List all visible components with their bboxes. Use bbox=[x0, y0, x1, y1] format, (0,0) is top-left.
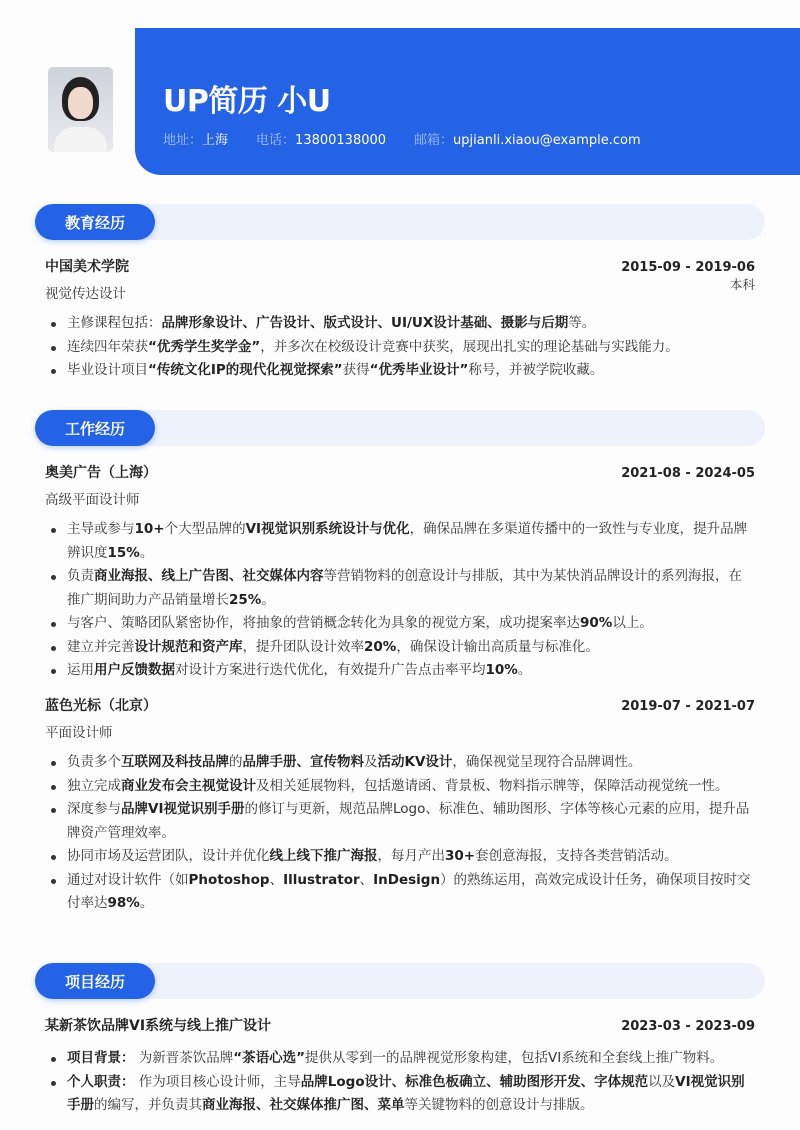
bullet-item bbox=[45, 659, 753, 683]
text: ，每月产出 bbox=[377, 848, 445, 864]
bullet-item bbox=[45, 798, 753, 845]
entry-date: 2015-09 - 2019-06 bbox=[621, 260, 755, 275]
bullet-item bbox=[45, 518, 753, 565]
text: 负责 bbox=[67, 568, 94, 584]
text: ，并多次在校级设计竞赛中获奖，展现出扎实的理论基础与实践能力。 bbox=[260, 338, 679, 355]
text: 及相关延展物料，包括邀请函、背景板、物料指示牌等，保障活动视觉统一性。 bbox=[256, 777, 729, 794]
bold-text: 98% bbox=[107, 895, 140, 911]
text: 对设计方案进行迭代优化，有效提升广告点击率平均 bbox=[175, 662, 486, 678]
text: 深度参与 bbox=[67, 801, 121, 817]
bold-text: 品牌手册、宣传物料 bbox=[242, 754, 364, 770]
bullet-item bbox=[45, 775, 753, 799]
text: 运用 bbox=[67, 662, 94, 678]
text: 以上。 bbox=[612, 615, 653, 631]
section-title: 项目经历 bbox=[35, 963, 155, 999]
bullet-list bbox=[45, 518, 755, 683]
bold-text: 20% bbox=[364, 638, 397, 655]
text: 毕业设计项目 bbox=[67, 362, 148, 378]
bullet-item bbox=[45, 612, 753, 636]
text: 作为项目核心设计师，主导 bbox=[134, 1073, 301, 1090]
text: 的编写，并负责其 bbox=[94, 1097, 202, 1113]
bold-text: Illustrator bbox=[283, 871, 360, 888]
bold-text: 10% bbox=[485, 662, 518, 678]
work-entry bbox=[45, 462, 755, 683]
text: 。 bbox=[517, 662, 532, 678]
text: ，确保设计输出高质量与标准化。 bbox=[396, 638, 599, 655]
entry-date: 2023-03 - 2023-09 bbox=[621, 1019, 755, 1034]
text: 、 bbox=[269, 871, 284, 888]
profile-photo bbox=[48, 67, 113, 152]
bold-text: 90% bbox=[580, 615, 613, 631]
contact-email: 邮箱：upjianli.xiaou@example.com bbox=[414, 133, 641, 148]
bold-text: 设计规范和资产库 bbox=[134, 638, 243, 655]
text: 与客户、策略团队紧密协作，将抽象的营销概念转化为具象的视觉方案，成功提案率达 bbox=[67, 615, 580, 631]
text: 、 bbox=[359, 871, 374, 888]
section-header-work bbox=[35, 410, 765, 446]
text: 称号，并被学院收藏。 bbox=[468, 362, 604, 378]
section-header-projects bbox=[35, 963, 765, 999]
text: 负责多个 bbox=[67, 754, 121, 770]
bold-text: “传统文化IP的现代化视觉探索” bbox=[148, 362, 343, 378]
bold-text: 线上线下推广海报 bbox=[269, 848, 378, 864]
job-title: 高级平面设计师 bbox=[45, 492, 140, 508]
major: 视觉传达设计 bbox=[45, 286, 126, 302]
bold-text: 商业发布会主视觉设计 bbox=[121, 777, 256, 794]
project-entry bbox=[45, 1015, 755, 1118]
school-name: 中国美术学院 bbox=[45, 259, 129, 275]
bold-text: 10+ bbox=[134, 521, 165, 537]
company-name: 奥美广告（上海） bbox=[45, 465, 157, 481]
text: 协同市场及运营团队，设计并优化 bbox=[67, 848, 270, 864]
bullet-list bbox=[45, 312, 755, 383]
contact-phone: 电话：13800138000 bbox=[256, 133, 387, 148]
text: ，提升团队设计效率 bbox=[242, 638, 364, 655]
text: 以及 bbox=[648, 1073, 676, 1090]
text: 。 bbox=[139, 544, 154, 561]
bold-text: “优秀学生奖学金” bbox=[148, 338, 261, 355]
text: 主导或参与 bbox=[67, 521, 135, 537]
text: 等关键物料的创意设计与排版。 bbox=[404, 1097, 594, 1113]
bold-text: 商业海报、线上广告图、社交媒体内容 bbox=[94, 568, 324, 584]
bold-text: 项目背景： bbox=[67, 1050, 135, 1066]
text: 独立完成 bbox=[67, 777, 121, 794]
bullet-list bbox=[45, 751, 755, 916]
bold-text: 25% bbox=[229, 591, 262, 608]
bullet-item bbox=[45, 1071, 753, 1118]
bullet-item bbox=[45, 845, 753, 869]
project-name: 某新茶饮品牌VI系统与线上推广设计 bbox=[45, 1018, 272, 1034]
job-title: 平面设计师 bbox=[45, 725, 113, 741]
bold-text: InDesign bbox=[373, 871, 441, 888]
bold-text: 活动KV设计 bbox=[377, 754, 453, 770]
contact-info bbox=[163, 129, 641, 148]
work-entry bbox=[45, 695, 755, 916]
bold-text: “茶语心选” bbox=[233, 1050, 306, 1066]
text: ）的熟练运用，高效完成设计任务，确保项目按时交付率达 bbox=[67, 871, 751, 911]
section-title: 工作经历 bbox=[35, 410, 155, 446]
candidate-name: UP简历 小U bbox=[163, 84, 331, 119]
contact-address: 地址：上海 bbox=[163, 133, 229, 148]
text: ，确保视觉呈现符合品牌调性。 bbox=[452, 754, 642, 770]
bold-text: Photoshop bbox=[188, 871, 270, 888]
entry-date: 2021-08 - 2024-05 bbox=[621, 466, 755, 481]
bullet-item bbox=[45, 869, 753, 916]
text: 获得 bbox=[342, 362, 370, 378]
bold-text: VI视觉识别手册 bbox=[67, 1073, 745, 1113]
bullet-item bbox=[45, 1047, 753, 1071]
company-name: 蓝色光标（北京） bbox=[45, 698, 157, 714]
bold-text: 品牌形象设计、广告设计、版式设计、UI/UX设计基础、摄影与后期 bbox=[161, 315, 569, 331]
bold-text: 互联网及科技品牌 bbox=[121, 754, 229, 770]
bold-text: 品牌Logo设计、标准色板确立、辅助图形开发、字体规范 bbox=[300, 1073, 649, 1090]
text: 为新晋茶饮品牌 bbox=[134, 1050, 234, 1066]
text: 通过对设计软件（如 bbox=[67, 871, 189, 888]
bold-text: 品牌VI视觉识别手册 bbox=[121, 801, 245, 817]
text: ，确保品牌在多渠道传播中的一致性与专业度，提升品牌辨识度 bbox=[67, 521, 748, 561]
bold-text: 30+ bbox=[445, 848, 476, 864]
bold-text: 个人职责： bbox=[67, 1073, 135, 1090]
bold-text: 15% bbox=[107, 544, 140, 561]
text: 建立并完善 bbox=[67, 638, 135, 655]
bold-text: 用户反馈数据 bbox=[94, 662, 175, 678]
bullet-item bbox=[45, 336, 753, 360]
bullet-item bbox=[45, 359, 753, 383]
education-entry bbox=[45, 256, 755, 383]
bold-text: 商业海报、社交媒体推广图、菜单 bbox=[202, 1097, 405, 1113]
text: 套创意海报，支持各类营销活动。 bbox=[475, 848, 678, 864]
text: 个大型品牌的 bbox=[164, 521, 246, 537]
bullet-item bbox=[45, 751, 753, 775]
text: 提供从零到一的品牌视觉形象构建，包括VI系统和全套线上推广物料。 bbox=[305, 1050, 724, 1066]
bullet-item bbox=[45, 636, 753, 660]
bold-text: “优秀毕业设计” bbox=[369, 362, 469, 378]
text: 。 bbox=[261, 591, 275, 608]
entry-date: 2019-07 - 2021-07 bbox=[621, 699, 755, 714]
text: 等。 bbox=[568, 315, 596, 331]
degree: 本科 bbox=[729, 277, 755, 292]
section-title: 教育经历 bbox=[35, 204, 155, 240]
bullet-item bbox=[45, 312, 753, 336]
text: 的 bbox=[229, 754, 243, 770]
text: 等营销物料的创意设计与排版，其中为某快消品牌设计的系列海报，在推广期间助力产品销量增长 bbox=[67, 568, 742, 608]
text: 的修订与更新，规范品牌Logo、标准色、辅助图形、字体等核心元素的应用，提升品牌资产管理效率。 bbox=[67, 801, 750, 841]
text: 。 bbox=[139, 895, 154, 911]
bullet-item bbox=[45, 565, 753, 612]
text: 及 bbox=[364, 754, 378, 770]
bold-text: VI视觉识别系统设计与优化 bbox=[245, 521, 410, 537]
section-header-education bbox=[35, 204, 765, 240]
text: 连续四年荣获 bbox=[67, 338, 148, 355]
text: 主修课程包括： bbox=[67, 315, 162, 331]
bullet-list bbox=[45, 1047, 755, 1118]
